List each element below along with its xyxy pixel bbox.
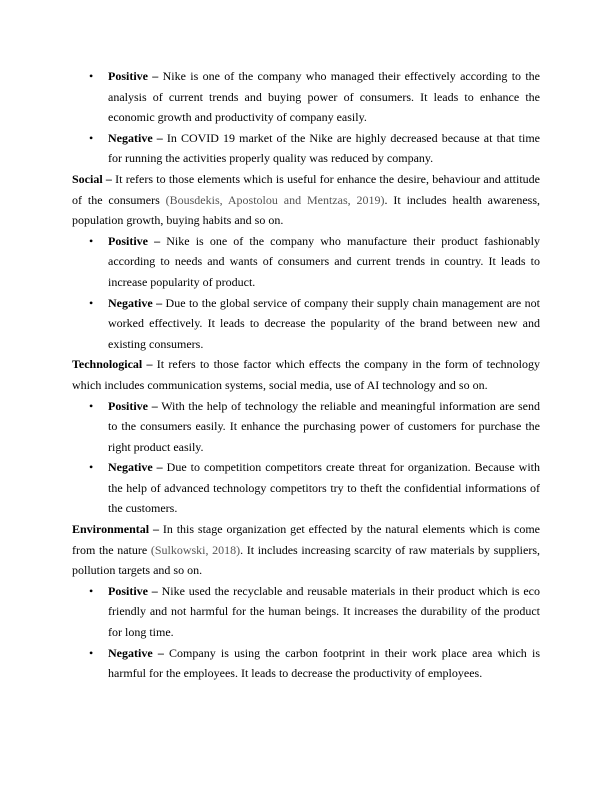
bullet-text: Due to the global service of company their supply chain management are not worked effectively. It leads to decrease the popularity of the brand between new and existing consumers. bbox=[108, 295, 540, 351]
bullet-text: Nike used the recyclable and reusable materials in their product which is eco friendly and not harmful for the human beings. It increases the durability of the product for long time. bbox=[108, 583, 540, 640]
bullet-label: Negative – bbox=[108, 645, 164, 660]
environmental-paragraph bbox=[72, 519, 540, 581]
bullet-icon: • bbox=[89, 398, 94, 413]
bullet-label: Positive – bbox=[108, 69, 159, 83]
bullet-icon: • bbox=[89, 69, 94, 83]
social-text-b: . It includes health awareness, population growth, buying habits and so on. bbox=[72, 192, 540, 228]
list-item bbox=[72, 581, 540, 643]
technological-bullet-list bbox=[72, 396, 540, 520]
bullet-text: Nike is one of the company who manufacture their product fashionably according to needs and wants of consumers and current trends in country. It leads to increase popularity of product. bbox=[108, 233, 541, 289]
environmental-heading: Environmental – bbox=[72, 522, 159, 537]
list-item bbox=[72, 66, 540, 128]
economic-bullet-list bbox=[72, 66, 540, 169]
bullet-icon: • bbox=[89, 233, 94, 248]
bullet-label: Negative – bbox=[108, 130, 163, 145]
bullet-label: Positive – bbox=[108, 398, 158, 413]
list-item bbox=[72, 128, 540, 169]
social-citation: (Bousdekis, Apostolou and Mentzas, 2019) bbox=[165, 192, 385, 207]
social-paragraph bbox=[72, 169, 540, 231]
list-item bbox=[72, 643, 540, 684]
bullet-text: In COVID 19 market of the Nike are highly decreased because at that time for running the activities properly quality was reduced by company. bbox=[108, 130, 540, 166]
list-item bbox=[72, 396, 540, 458]
bullet-icon: • bbox=[89, 295, 94, 310]
bullet-icon: • bbox=[89, 583, 94, 598]
bullet-label: Positive – bbox=[108, 583, 158, 598]
environmental-text-b: . It includes increasing scarcity of raw materials by suppliers, pollution targets and so on. bbox=[72, 542, 540, 578]
list-item bbox=[72, 231, 540, 293]
bullet-label: Positive – bbox=[108, 233, 161, 248]
bullet-icon: • bbox=[89, 460, 94, 475]
technological-text: It refers to those factor which effects the company in the form of technology which includes communication systems, social media, use of AI technology and so on. bbox=[72, 357, 541, 392]
environmental-text-a: In this stage organization get effected by the natural elements which is come from the nature bbox=[72, 522, 540, 557]
bullet-text: With the help of technology the reliable and meaningful information are send to the consumers easily. It enhance the purchasing power of customers for purchase the right product easily. bbox=[108, 398, 540, 454]
bullet-text: Company is using the carbon footprint in their work place area which is harmful for the employees. It leads to decrease the productivity of employees. bbox=[108, 645, 541, 681]
list-item bbox=[72, 293, 540, 355]
technological-paragraph bbox=[72, 354, 540, 395]
bullet-icon: • bbox=[89, 130, 94, 145]
social-bullet-list bbox=[72, 231, 540, 355]
bullet-label: Negative – bbox=[108, 295, 163, 310]
social-heading: Social – bbox=[72, 171, 112, 186]
social-text-a: It refers to those elements which is useful for enhance the desire, behaviour and attitude of the consumers bbox=[72, 171, 540, 207]
technological-heading: Technological – bbox=[72, 357, 153, 372]
environmental-citation: (Sulkowski, 2018) bbox=[150, 542, 241, 557]
document-page bbox=[72, 66, 540, 684]
bullet-text: Nike is one of the company who managed their effectively according to the analysis of current trends and buying power of consumers. It leads to enhance the economic growth and productivity of company easily. bbox=[108, 69, 540, 125]
bullet-icon: • bbox=[89, 645, 94, 660]
environmental-bullet-list bbox=[72, 581, 540, 684]
bullet-label: Negative – bbox=[108, 460, 163, 475]
list-item bbox=[72, 457, 540, 519]
bullet-text: Due to competition competitors create threat for organization. Because with the help of advanced technology competitors try to theft the confidential informations of the customers. bbox=[108, 460, 540, 516]
